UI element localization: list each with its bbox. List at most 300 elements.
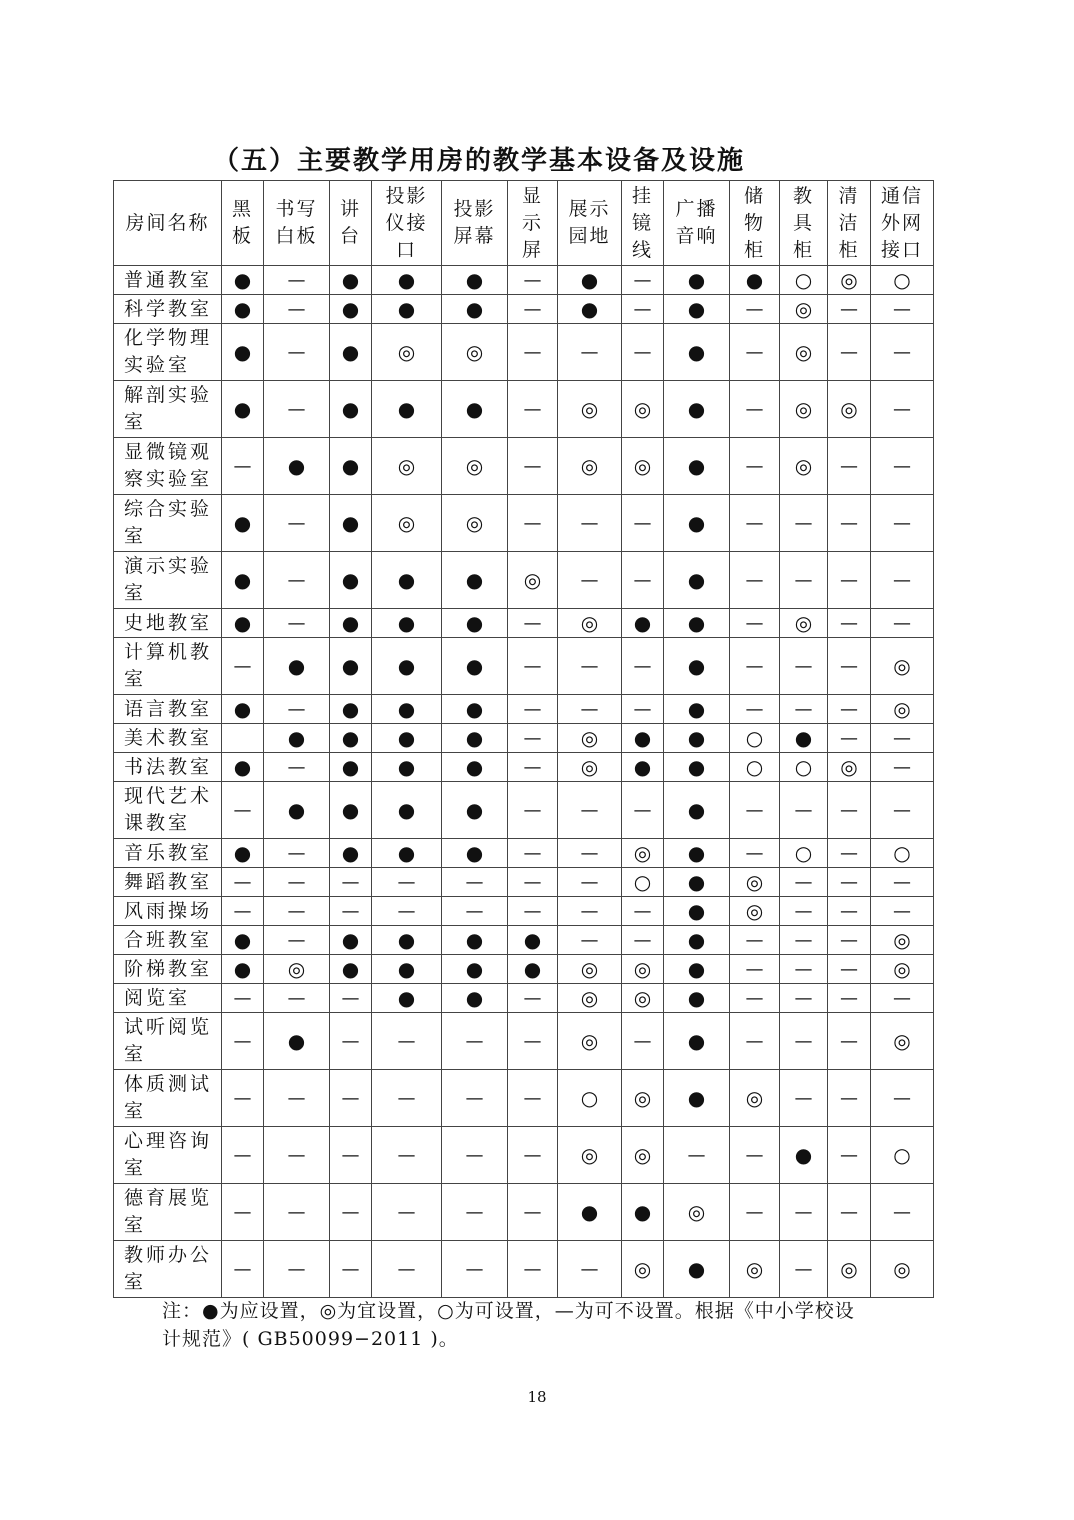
table-cell: —: [780, 897, 828, 926]
room-name: 德育展览 室: [114, 1184, 222, 1241]
table-cell: ●: [372, 984, 442, 1013]
table-cell: —: [780, 1070, 828, 1127]
header-cell: [508, 181, 558, 266]
table-cell: —: [264, 609, 330, 638]
table-cell: ◎: [780, 609, 828, 638]
table-cell: —: [264, 266, 330, 295]
table-cell: ◎: [871, 926, 934, 955]
table-cell: —: [442, 1013, 508, 1070]
table-row: [114, 753, 934, 782]
table-cell: —: [264, 868, 330, 897]
table-cell: —: [222, 897, 264, 926]
table-cell: —: [264, 295, 330, 324]
table-cell: ◎: [558, 753, 622, 782]
table-cell: —: [508, 638, 558, 695]
table-cell: —: [871, 324, 934, 381]
table-cell: ◎: [871, 1241, 934, 1298]
table-cell: —: [558, 782, 622, 839]
table-cell: ◎: [442, 324, 508, 381]
table-cell: —: [330, 1070, 372, 1127]
table-cell: ●: [664, 381, 730, 438]
table-cell: —: [558, 495, 622, 552]
table-cell: —: [780, 782, 828, 839]
table-cell: ●: [372, 839, 442, 868]
table-cell: —: [508, 266, 558, 295]
room-name: 显微镜观 察实验室: [114, 438, 222, 495]
table-cell: —: [780, 695, 828, 724]
table-cell: ●: [372, 724, 442, 753]
table-cell: ●: [330, 695, 372, 724]
table-cell: ●: [664, 495, 730, 552]
table-cell: ●: [222, 753, 264, 782]
table-cell: —: [622, 926, 664, 955]
table-cell: ●: [264, 724, 330, 753]
table-cell: ◎: [730, 897, 780, 926]
table-cell: ◎: [871, 695, 934, 724]
table-cell: ◎: [558, 984, 622, 1013]
header-cell: [780, 181, 828, 266]
table-cell: —: [442, 1241, 508, 1298]
table-cell: —: [222, 984, 264, 1013]
table-cell: —: [622, 495, 664, 552]
table-cell: ◎: [730, 1241, 780, 1298]
table-cell: ●: [330, 782, 372, 839]
table-cell: ◎: [780, 438, 828, 495]
table-cell: —: [222, 638, 264, 695]
table-cell: ●: [372, 381, 442, 438]
table-row: [114, 324, 934, 381]
table-cell: —: [828, 782, 871, 839]
table-cell: —: [508, 753, 558, 782]
table-cell: —: [730, 782, 780, 839]
table-cell: —: [264, 897, 330, 926]
table-cell: —: [330, 1127, 372, 1184]
table-row: [114, 1127, 934, 1184]
room-name: 计算机教 室: [114, 638, 222, 695]
table-cell: ●: [330, 753, 372, 782]
table-cell: [222, 724, 264, 753]
table-cell: —: [828, 609, 871, 638]
table-cell: —: [558, 695, 622, 724]
table-cell: ○: [871, 839, 934, 868]
table-cell: ●: [222, 495, 264, 552]
room-name: 现代艺术 课教室: [114, 782, 222, 839]
table-cell: ●: [222, 609, 264, 638]
header-cell: [442, 181, 508, 266]
table-cell: —: [508, 438, 558, 495]
table-cell: —: [508, 695, 558, 724]
room-name: 合班教室: [114, 926, 222, 955]
table-cell: —: [372, 868, 442, 897]
header-label: 投影 仪接 口: [385, 184, 428, 261]
table-cell: ●: [664, 926, 730, 955]
table-cell: ●: [222, 381, 264, 438]
table-cell: —: [622, 324, 664, 381]
table-cell: ●: [330, 438, 372, 495]
table-cell: —: [871, 782, 934, 839]
table-row: [114, 1013, 934, 1070]
header-cell: [558, 181, 622, 266]
table-cell: ●: [330, 839, 372, 868]
table-cell: ●: [442, 839, 508, 868]
table-cell: —: [828, 1070, 871, 1127]
table-cell: —: [442, 1127, 508, 1184]
table-cell: ●: [442, 266, 508, 295]
table-cell: ◎: [730, 1070, 780, 1127]
table-cell: —: [442, 1184, 508, 1241]
header-cell: [730, 181, 780, 266]
table-cell: —: [730, 984, 780, 1013]
table-cell: —: [730, 438, 780, 495]
header-cell: [372, 181, 442, 266]
table-cell: ●: [664, 266, 730, 295]
footnote: [162, 1297, 922, 1353]
table-cell: —: [442, 897, 508, 926]
table-cell: ●: [222, 295, 264, 324]
table-cell: ●: [622, 609, 664, 638]
header-label: 书写 白板: [275, 198, 318, 247]
room-name: 阅览室: [114, 984, 222, 1013]
table-cell: ◎: [622, 1241, 664, 1298]
table-cell: —: [558, 1241, 622, 1298]
table-cell: ●: [442, 926, 508, 955]
table-cell: ◎: [622, 438, 664, 495]
table-cell: ○: [780, 753, 828, 782]
table-cell: ○: [622, 868, 664, 897]
table-cell: —: [372, 1127, 442, 1184]
table-cell: —: [508, 1184, 558, 1241]
table-cell: —: [508, 868, 558, 897]
room-name: 史地教室: [114, 609, 222, 638]
table-row: [114, 438, 934, 495]
room-name: 教师办公 室: [114, 1241, 222, 1298]
table-cell: ○: [730, 753, 780, 782]
table-cell: ●: [730, 266, 780, 295]
table-cell: —: [730, 1127, 780, 1184]
table-row: [114, 724, 934, 753]
table-cell: ●: [780, 724, 828, 753]
table-cell: ●: [330, 926, 372, 955]
table-cell: ○: [558, 1070, 622, 1127]
table-cell: ●: [330, 552, 372, 609]
table-cell: —: [730, 955, 780, 984]
table-cell: —: [730, 839, 780, 868]
table-cell: —: [871, 495, 934, 552]
table-cell: ●: [664, 984, 730, 1013]
table-cell: ●: [222, 324, 264, 381]
table-cell: ◎: [664, 1184, 730, 1241]
table-cell: —: [780, 638, 828, 695]
table-cell: ◎: [780, 324, 828, 381]
table-cell: —: [780, 926, 828, 955]
footnote-line-1: 注：●为应设置，◎为宜设置，○为可设置，—为可不设置。根据《中小学校设: [162, 1300, 855, 1322]
table-cell: ◎: [828, 266, 871, 295]
table-cell: —: [330, 1241, 372, 1298]
table-cell: —: [828, 438, 871, 495]
table-cell: ◎: [828, 381, 871, 438]
table-cell: —: [330, 984, 372, 1013]
table-cell: —: [780, 955, 828, 984]
table-cell: ◎: [558, 955, 622, 984]
table-row: [114, 955, 934, 984]
table-cell: ●: [222, 552, 264, 609]
table-cell: —: [558, 552, 622, 609]
table-cell: ●: [780, 1127, 828, 1184]
table-cell: ◎: [622, 984, 664, 1013]
table-cell: ●: [664, 782, 730, 839]
table-cell: —: [780, 495, 828, 552]
table-cell: ●: [664, 897, 730, 926]
table-row: [114, 868, 934, 897]
table-cell: —: [871, 552, 934, 609]
header-cell: [871, 181, 934, 266]
table-cell: —: [222, 868, 264, 897]
table-cell: —: [264, 1241, 330, 1298]
table-cell: —: [828, 695, 871, 724]
table-cell: —: [730, 495, 780, 552]
table-cell: —: [264, 1184, 330, 1241]
table-cell: —: [622, 1013, 664, 1070]
table-cell: ●: [622, 724, 664, 753]
table-cell: ●: [442, 381, 508, 438]
table-cell: —: [508, 1070, 558, 1127]
table-row: [114, 984, 934, 1013]
table-cell: ●: [372, 609, 442, 638]
table-cell: ●: [264, 1013, 330, 1070]
table-cell: —: [622, 638, 664, 695]
table-cell: ◎: [622, 955, 664, 984]
table-cell: —: [508, 897, 558, 926]
table-cell: —: [871, 381, 934, 438]
table-cell: ●: [372, 753, 442, 782]
table-cell: ◎: [558, 381, 622, 438]
table-cell: —: [828, 724, 871, 753]
table-cell: —: [372, 1241, 442, 1298]
table-row: [114, 839, 934, 868]
table-cell: ●: [264, 438, 330, 495]
table-cell: —: [871, 295, 934, 324]
table-cell: ●: [442, 782, 508, 839]
table-cell: —: [828, 495, 871, 552]
table-row: [114, 381, 934, 438]
table-cell: ●: [664, 955, 730, 984]
room-name: 阶梯教室: [114, 955, 222, 984]
table-cell: —: [780, 1184, 828, 1241]
table-cell: —: [730, 324, 780, 381]
table-cell: —: [622, 552, 664, 609]
table-cell: ●: [330, 609, 372, 638]
table-cell: ●: [664, 638, 730, 695]
table-cell: ◎: [442, 495, 508, 552]
table-cell: ●: [372, 638, 442, 695]
table-cell: —: [508, 381, 558, 438]
room-name: 音乐教室: [114, 839, 222, 868]
header-room-name: [114, 181, 222, 266]
room-name: 美术教室: [114, 724, 222, 753]
table-cell: ◎: [622, 1127, 664, 1184]
table-cell: —: [558, 926, 622, 955]
table-cell: —: [508, 724, 558, 753]
table-row: [114, 552, 934, 609]
table-cell: ◎: [780, 381, 828, 438]
table-cell: ●: [372, 782, 442, 839]
table-cell: ●: [664, 295, 730, 324]
table-cell: ●: [372, 955, 442, 984]
table-row: [114, 1070, 934, 1127]
table-row: [114, 295, 934, 324]
table-cell: ●: [330, 295, 372, 324]
table-cell: ◎: [372, 495, 442, 552]
table-cell: ●: [442, 609, 508, 638]
table-cell: ●: [664, 609, 730, 638]
table-cell: ●: [372, 695, 442, 724]
table-cell: —: [222, 438, 264, 495]
table-row: [114, 609, 934, 638]
table-cell: ●: [222, 926, 264, 955]
table-cell: —: [442, 1070, 508, 1127]
table-cell: —: [622, 695, 664, 724]
table-cell: —: [558, 839, 622, 868]
table-cell: —: [828, 955, 871, 984]
table-row: [114, 782, 934, 839]
header-label: 房间名称: [125, 211, 210, 234]
table-cell: ●: [372, 552, 442, 609]
table-cell: ◎: [558, 609, 622, 638]
room-name: 演示实验 室: [114, 552, 222, 609]
table-cell: —: [871, 1184, 934, 1241]
table-cell: —: [264, 839, 330, 868]
table-cell: —: [330, 1184, 372, 1241]
table-cell: —: [264, 695, 330, 724]
header-label: 显 示 屏: [521, 184, 543, 261]
header-label: 投影 屏幕: [453, 198, 496, 247]
table-cell: ●: [330, 638, 372, 695]
table-cell: —: [622, 782, 664, 839]
table-cell: —: [828, 638, 871, 695]
table-cell: ●: [508, 926, 558, 955]
table-cell: ●: [664, 438, 730, 495]
header-label: 储 物 柜: [743, 184, 765, 261]
table-cell: —: [508, 984, 558, 1013]
table-cell: —: [222, 1070, 264, 1127]
table-cell: —: [622, 897, 664, 926]
table-cell: —: [330, 1013, 372, 1070]
table-cell: —: [730, 1013, 780, 1070]
table-cell: —: [222, 1184, 264, 1241]
table-cell: ●: [372, 295, 442, 324]
table-cell: —: [330, 868, 372, 897]
footnote-line-2: 计规范》( GB50099−2011 )。: [162, 1328, 459, 1350]
table-cell: —: [828, 1184, 871, 1241]
table-cell: —: [828, 1013, 871, 1070]
table-cell: —: [264, 1127, 330, 1184]
table-cell: —: [264, 1070, 330, 1127]
table-cell: ●: [442, 724, 508, 753]
table-cell: —: [264, 926, 330, 955]
table-cell: —: [828, 926, 871, 955]
table-cell: ●: [222, 839, 264, 868]
table-cell: —: [264, 495, 330, 552]
table-cell: ●: [558, 1184, 622, 1241]
table-cell: ●: [222, 266, 264, 295]
table-cell: —: [222, 782, 264, 839]
table-cell: —: [730, 552, 780, 609]
header-label: 通信 外网 接口: [880, 184, 923, 261]
header-cell: [222, 181, 264, 266]
table-cell: ●: [558, 266, 622, 295]
table-cell: ●: [264, 782, 330, 839]
table-cell: —: [558, 324, 622, 381]
room-name: 试听阅览 室: [114, 1013, 222, 1070]
table-cell: ○: [780, 266, 828, 295]
room-name: 书法教室: [114, 753, 222, 782]
header-cell: [664, 181, 730, 266]
header-label: 清 洁 柜: [838, 184, 860, 261]
table-cell: —: [622, 295, 664, 324]
table-cell: —: [780, 552, 828, 609]
table-cell: ●: [442, 984, 508, 1013]
table-cell: —: [222, 1241, 264, 1298]
table-cell: ◎: [780, 295, 828, 324]
table-cell: ●: [330, 266, 372, 295]
table-cell: ●: [222, 955, 264, 984]
header-label: 黑 板: [231, 198, 253, 247]
room-name: 普通教室: [114, 266, 222, 295]
table-cell: ○: [871, 1127, 934, 1184]
table-cell: ◎: [558, 1013, 622, 1070]
table-cell: —: [508, 1013, 558, 1070]
table-row: [114, 695, 934, 724]
table-cell: —: [508, 839, 558, 868]
table-cell: —: [264, 381, 330, 438]
table-cell: —: [558, 638, 622, 695]
table-cell: ○: [871, 266, 934, 295]
table-cell: ◎: [871, 638, 934, 695]
table-cell: ◎: [871, 955, 934, 984]
table-cell: ◎: [264, 955, 330, 984]
table-cell: —: [730, 926, 780, 955]
header-label: 广播 音响: [675, 198, 718, 247]
table-cell: —: [508, 782, 558, 839]
table-cell: ◎: [622, 839, 664, 868]
table-cell: —: [730, 695, 780, 724]
room-name: 综合实验 室: [114, 495, 222, 552]
table-cell: ●: [664, 724, 730, 753]
table-cell: ●: [442, 753, 508, 782]
table-cell: ●: [330, 724, 372, 753]
room-name: 语言教室: [114, 695, 222, 724]
table-cell: —: [871, 609, 934, 638]
table-cell: —: [558, 868, 622, 897]
table-cell: ●: [664, 695, 730, 724]
table-cell: —: [780, 868, 828, 897]
table-cell: ●: [442, 638, 508, 695]
room-name: 化学物理 实验室: [114, 324, 222, 381]
table-row: [114, 1184, 934, 1241]
table-cell: —: [372, 1070, 442, 1127]
table-cell: ◎: [442, 438, 508, 495]
table-cell: ●: [664, 1070, 730, 1127]
table-row: [114, 495, 934, 552]
table-cell: ●: [664, 1013, 730, 1070]
header-label: 讲 台: [339, 198, 361, 247]
table-cell: —: [372, 897, 442, 926]
table-cell: ●: [558, 295, 622, 324]
table-cell: ●: [330, 955, 372, 984]
table-cell: —: [871, 897, 934, 926]
table-cell: ◎: [871, 1013, 934, 1070]
equipment-table: [113, 180, 934, 1298]
